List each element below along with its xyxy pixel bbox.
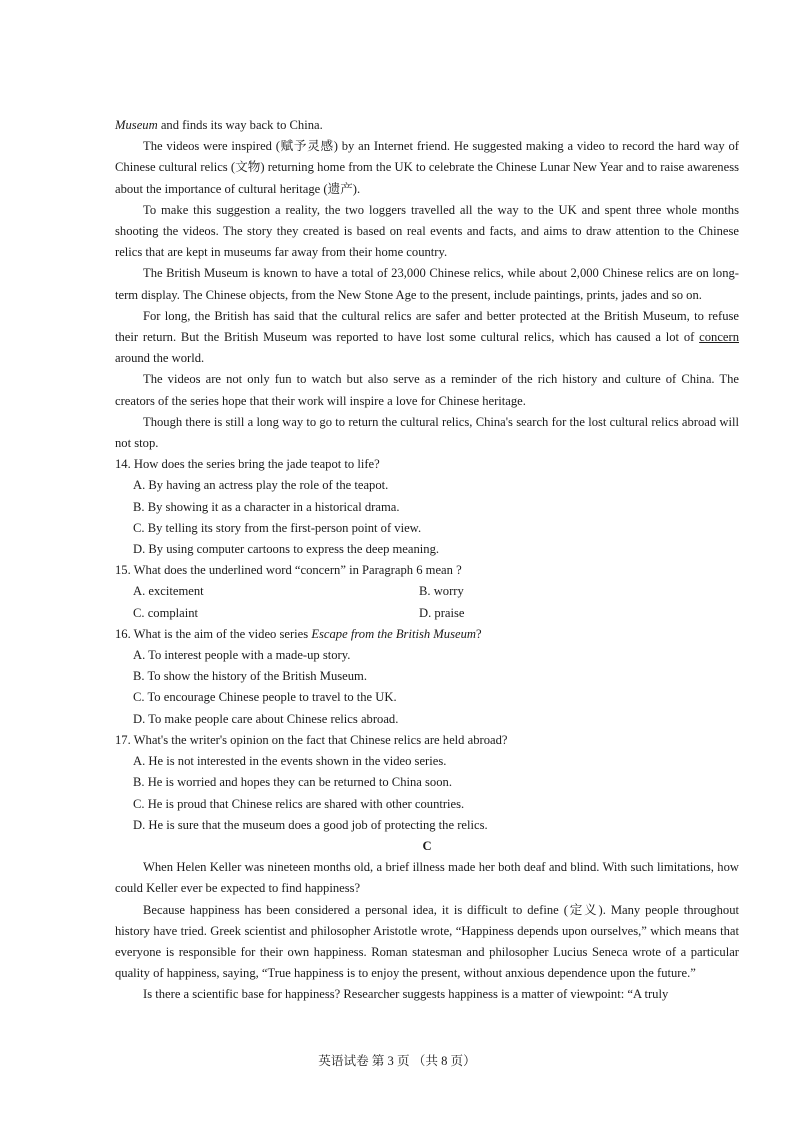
museum-italic: Museum (115, 118, 158, 132)
q15-options-row-2 (133, 603, 739, 624)
page-footer: 英语试卷 第 3 页 （共 8 页） (318, 1054, 476, 1068)
passage-c-paragraph-2: Because happiness has been considered a personal idea, it is difficult to define (定义). Many people throughout history have tried. Greek scientist and philosopher Aristotle wrote, “Happiness depends upon ourselves,” which means that everyone is responsible for their own happiness. Roman statesman and philosopher Lucius Seneca wrote of a particular quality of happiness, saying, “True happiness is to enjoy the present, without anxious dependence upon the future.” (115, 902, 739, 981)
q17-option-c: C. He is proud that Chinese relics are shared with other countries. (133, 796, 465, 811)
q17-option-b: B. He is worried and hopes they can be returned to China soon. (133, 775, 452, 790)
q16-text-after: ? (475, 626, 482, 641)
passage-b-paragraph-4 (115, 306, 739, 370)
q16-option-b: B. To show the history of the British Museum. (133, 669, 367, 684)
continuation-text: and finds its way back to China. (157, 118, 323, 132)
q15-options-row-1 (133, 581, 739, 602)
q16-option-d: D. To make people care about Chinese relics abroad. (133, 711, 399, 726)
question-17: 17. What's the writer's opinion on the fact that Chinese relics are held abroad? (115, 732, 508, 747)
passage-b-paragraph-5: The videos are not only fun to watch but also serve as a reminder of the rich history and culture of China. The creators of the series hope that their work will inspire a love for Chinese heritage. (115, 372, 739, 408)
q17-option-a: A. He is not interested in the events shown in the video series. (133, 754, 447, 769)
q16-video-title: Escape from the British Museum (311, 626, 476, 641)
passage-b-paragraph-6: Though there is still a long way to go to return the cultural relics, China's search for the lost cultural relics abroad will not stop. (115, 414, 739, 451)
passage-c-paragraph-1: When Helen Keller was nineteen months old, a brief illness made her both deaf and blind. With such limitations, how could Keller ever be expected to find happiness? (115, 860, 739, 896)
passage-b-paragraph-1: The videos were inspired (赋予灵感) by an Internet friend. He suggested making a video to record the hard way of Chinese cultural relics (文物) returning home from the UK to celebrate the Chinese Lunar New Year and to raise awareness about the importance of cultural heritage (遗产). (115, 139, 739, 196)
paragraph-4-text-before: For long, the British has said that the cultural relics are safer and better protected at the British Museum, to refuse their return. But the British Museum was reported to have lost some cultural relics, which has caused a lot of (115, 308, 739, 345)
question-14: 14. How does the series bring the jade teapot to life? (115, 457, 380, 472)
q17-option-d: D. He is sure that the museum does a good job of protecting the relics. (133, 817, 488, 832)
q15-option-b: B. worry (419, 584, 464, 599)
passage-b-paragraph-2: To make this suggestion a reality, the two loggers travelled all the way to the UK and spent three whole months shooting the videos. The story they created is based on real events and facts, and aims to draw attention to the Chinese relics that are kept in museums far away from their home country. (115, 202, 739, 260)
q16-option-a: A. To interest people with a made-up story. (133, 648, 351, 663)
passage-b-paragraph-3: The British Museum is known to have a total of 23,000 Chinese relics, while about 2,000 Chinese relics are on long-term display. The Chinese objects, from the New Stone Age to the present, include paintings, prints, jades and so on. (115, 266, 739, 302)
q15-option-d: D. praise (419, 605, 465, 620)
q14-option-b: B. By showing it as a character in a historical drama. (133, 499, 400, 514)
passage-b-continuation (115, 115, 739, 136)
underlined-word-concern: concern (699, 330, 739, 345)
q15-option-c: C. complaint (133, 605, 199, 620)
q14-option-c: C. By telling its story from the first-person point of view. (133, 520, 422, 535)
q16-text-before: 16. What is the aim of the video series (115, 626, 312, 641)
q16-option-c: C. To encourage Chinese people to travel to the UK. (133, 690, 397, 705)
q15-option-a: A. excitement (133, 584, 204, 599)
passage-c-paragraph-3: Is there a scientific base for happiness? Researcher suggests happiness is a matter of viewpoint: “A truly (143, 987, 669, 1002)
passage-c-heading: C (422, 838, 432, 853)
page-content (115, 115, 739, 1006)
question-16 (115, 624, 739, 645)
q14-option-a: A. By having an actress play the role of the teapot. (133, 478, 389, 493)
paragraph-4-text-after: around the world. (115, 351, 205, 366)
question-15: 15. What does the underlined word “concern” in Paragraph 6 mean ? (115, 563, 462, 578)
q14-option-d: D. By using computer cartoons to express the deep meaning. (133, 542, 440, 557)
